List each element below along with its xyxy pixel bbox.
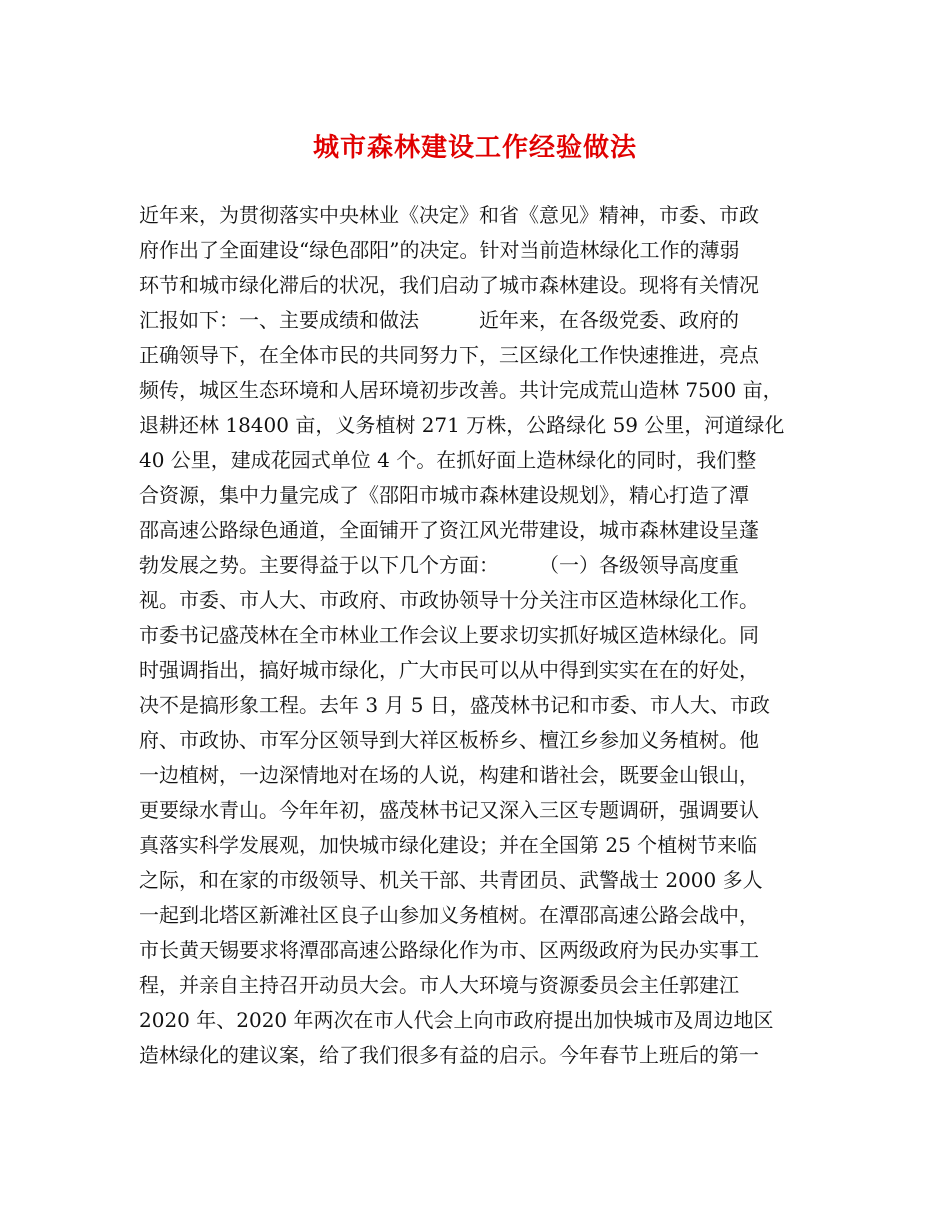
body-text-line: 府、市政协、市军分区领导到大祥区板桥乡、檀江乡参加义务植树。他 [139,728,759,752]
body-text-line: 更要绿水青山。今年年初，盛茂林书记又深入三区专题调研，强调要认 [139,798,759,822]
page-title: 城市森林建设工作经验做法 [312,133,637,163]
body-text-line: 正确领导下，在全体市民的共同努力下，三区绿化工作快速推进，亮点 [139,343,759,367]
body-text-line: 汇报如下：一、主要成绩和做法 近年来，在各级党委、政府的 [139,308,739,332]
body-text-line: 退耕还林 18400 亩，义务植树 271 万株，公路绿化 59 公里，河道绿化 [139,413,785,437]
body-text-line: 一起到北塔区新滩社区良子山参加义务植树。在潭邵高速公路会战中， [139,903,759,927]
body-text-line: 时强调指出，搞好城市绿化，广大市民可以从中得到实实在在的好处， [139,658,759,682]
body-text-line: 勃发展之势。主要得益于以下几个方面： （一）各级领导高度重 [139,553,739,577]
body-text-line: 程，并亲自主持召开动员大会。市人大环境与资源委员会主任郭建江 [139,973,739,997]
body-text-line: 邵高速公路绿色通道，全面铺开了资江风光带建设，城市森林建设呈蓬 [139,518,759,542]
body-text-line: 市委书记盛茂林在全市林业工作会议上要求切实抓好城区造林绿化。同 [139,623,759,647]
body-text-line: 近年来，为贯彻落实中央林业《决定》和省《意见》精神，市委、市政 [139,203,759,227]
body-text-line: 合资源，集中力量完成了《邵阳市城市森林建设规划》，精心打造了潭 [139,483,749,507]
document-body [139,198,839,1073]
body-text-line: 40 公里，建成花园式单位 4 个。在抓好面上造林绿化的同时，我们整 [139,448,757,472]
body-text-line: 府作出了全面建设“绿色邵阳”的决定。针对当前造林绿化工作的薄弱 [139,238,740,262]
body-text-line: 2020 年、2020 年两次在市人代会上向市政府提出加快城市及周边地区 [139,1008,774,1032]
body-text-line: 视。市委、市人大、市政府、市政协领导十分关注市区造林绿化工作。 [139,588,759,612]
body-text-line: 决不是搞形象工程。去年 3 月 5 日，盛茂林书记和市委、市人大、市政 [139,693,770,717]
body-text-line: 之际，和在家的市级领导、机关干部、共青团员、武警战士 2000 多人 [139,868,763,892]
body-text-line: 一边植树，一边深情地对在场的人说，构建和谐社会，既要金山银山， [139,763,759,787]
body-text-line: 频传，城区生态环境和人居环境初步改善。共计完成荒山造林 7500 亩， [139,378,783,402]
body-text-line: 真落实科学发展观，加快城市绿化建设；并在全国第 25 个植树节来临 [139,833,758,857]
body-text-line: 造林绿化的建议案，给了我们很多有益的启示。今年春节上班后的第一 [139,1043,759,1067]
body-text-line: 市长黄天锡要求将潭邵高速公路绿化作为市、区两级政府为民办实事工 [139,938,759,962]
body-text-line: 环节和城市绿化滞后的状况，我们启动了城市森林建设。现将有关情况 [139,273,759,297]
